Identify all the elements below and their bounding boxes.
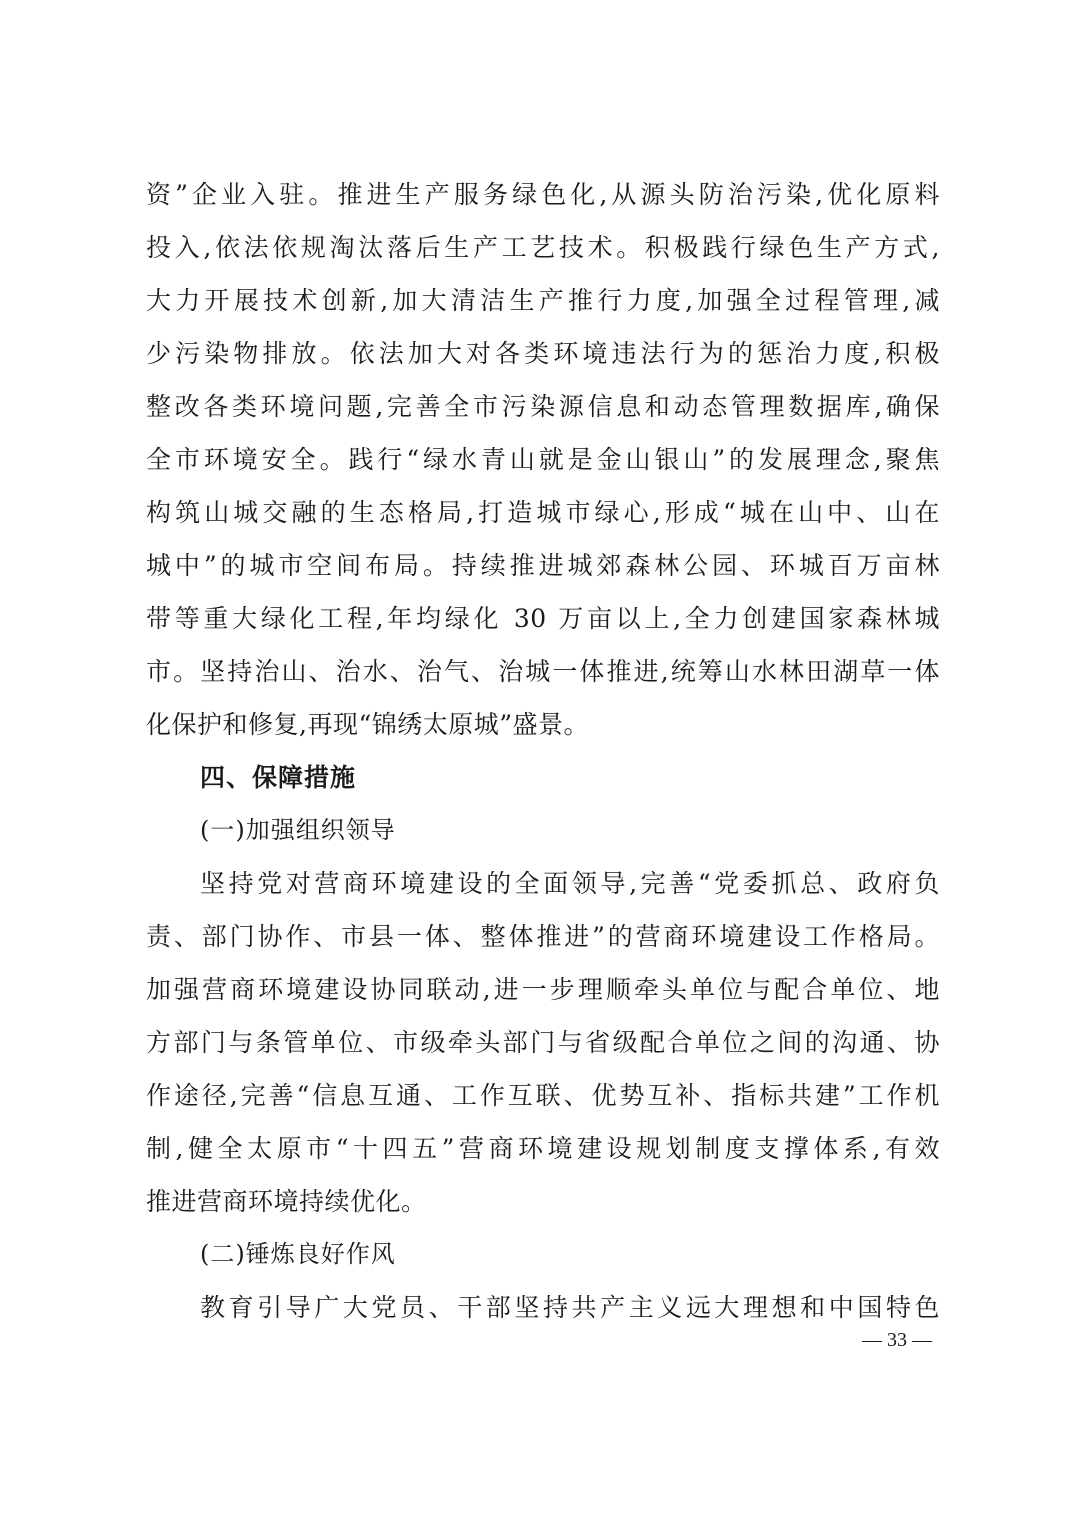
paragraph-line: 构筑山城交融的生态格局,打造城市绿心,形成“城在山中、山在 (146, 498, 940, 527)
paragraph-line: 责、部门协作、市县一体、整体推进”的营商环境建设工作格局。 (146, 922, 940, 951)
body-text (146, 168, 940, 1334)
paragraph-line: 坚持党对营商环境建设的全面领导,完善“党委抓总、政府负 (200, 869, 940, 898)
paragraph-line: 整改各类环境问题,完善全市污染源信息和动态管理数据库,确保 (146, 392, 940, 421)
paragraph-line: 少污染物排放。依法加大对各类环境违法行为的惩治力度,积极 (146, 339, 940, 368)
paragraph-line: 市。坚持治山、治水、治气、治城一体推进,统筹山水林田湖草一体 (146, 657, 940, 686)
paragraph-line: 投入,依法依规淘汰落后生产工艺技术。积极践行绿色生产方式, (146, 233, 940, 262)
paragraph-line: 大力开展技术创新,加大清洁生产推行力度,加强全过程管理,减 (146, 286, 940, 315)
paragraph-line: 城中”的城市空间布局。持续推进城郊森林公园、环城百万亩林 (146, 551, 940, 580)
paragraph-line: 加强营商环境建设协同联动,进一步理顺牵头单位与配合单位、地 (146, 975, 940, 1004)
paragraph-line: 制,健全太原市“十四五”营商环境建设规划制度支撑体系,有效 (146, 1134, 940, 1163)
paragraph-line: 全市环境安全。践行“绿水青山就是金山银山”的发展理念,聚焦 (146, 445, 940, 474)
page-number: — 33 — (862, 1329, 932, 1351)
paragraph-line: 作途径,完善“信息互通、工作互联、优势互补、指标共建”工作机 (146, 1081, 940, 1110)
paragraph-line: 资”企业入驻。推进生产服务绿色化,从源头防治污染,优化原料 (146, 180, 940, 209)
section-heading: 四、保障措施 (200, 763, 357, 792)
subsection-title: (二)锤炼良好作风 (200, 1240, 396, 1268)
paragraph-line: 推进营商环境持续优化。 (146, 1187, 427, 1216)
paragraph-line: 教育引导广大党员、干部坚持共产主义远大理想和中国特色 (200, 1293, 940, 1322)
paragraph-line: 带等重大绿化工程,年均绿化 30 万亩以上,全力创建国家森林城 (146, 604, 940, 633)
subsection-title: (一)加强组织领导 (200, 816, 396, 844)
paragraph-line: 化保护和修复,再现“锦绣太原城”盛景。 (146, 710, 590, 739)
paragraph-line: 方部门与条管单位、市级牵头部门与省级配合单位之间的沟通、协 (146, 1028, 940, 1057)
